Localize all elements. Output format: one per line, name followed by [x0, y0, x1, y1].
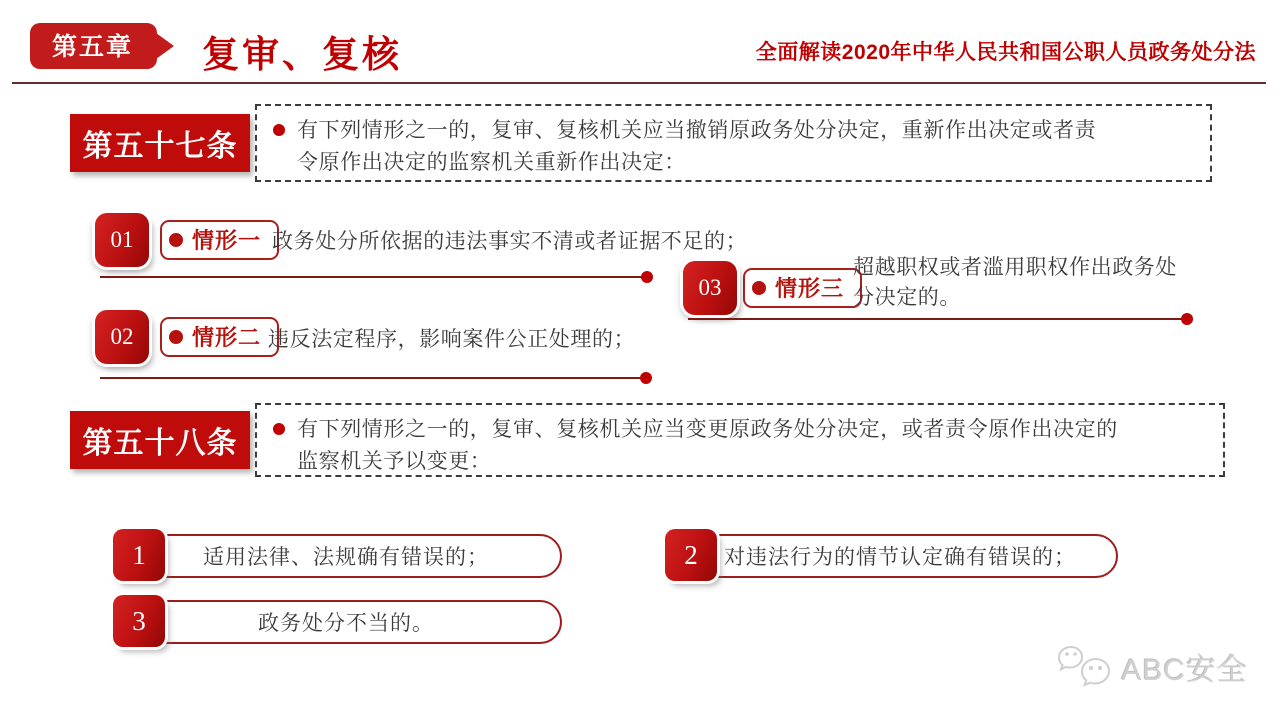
article-57-body: 有下列情形之一的，复审、复核机关应当撤销原政务处分决定，重新作出决定或者责令原作出决定的监察机关重新作出决定： [297, 119, 1097, 174]
item-1-pill [130, 534, 562, 578]
bullet-icon [169, 233, 183, 247]
bullet-icon [273, 423, 285, 435]
page-title: 复审、复核 [202, 34, 402, 75]
wechat-icon [1057, 644, 1113, 690]
item-2-pill [682, 534, 1118, 578]
scenario-1-number: 01 [95, 213, 149, 267]
item-2-text: 对违法行为的情节认定确有错误的； [724, 546, 1076, 569]
scenario-3-connector [688, 318, 1188, 320]
scenario-3-number: 03 [683, 261, 737, 315]
bullet-icon [273, 124, 285, 136]
article-58-box [255, 403, 1225, 477]
watermark [1057, 644, 1248, 690]
watermark-label: ABC安全 [1121, 654, 1248, 687]
bullet-icon [169, 330, 183, 344]
scenario-2-tag-label: 情形二 [192, 324, 262, 350]
article-57-heading: 第五十七条 [70, 114, 250, 172]
scenario-3-text: 超越职权或者滥用职权作出政务处分决定的。 [853, 256, 1177, 310]
item-1-number: 1 [113, 529, 165, 581]
item-3-number: 3 [113, 595, 165, 647]
scenario-3-tag-label: 情形三 [775, 275, 845, 301]
item-3-text: 政务处分不当的。 [258, 612, 434, 635]
item-1-text: 适用法律、法规确有错误的； [203, 546, 489, 569]
scenario-1-text: 政务处分所依据的违法事实不清或者证据不足的； [272, 230, 748, 253]
scenario-3-tag [743, 268, 862, 308]
bullet-icon [752, 281, 766, 295]
scenario-2-connector [100, 377, 647, 379]
scenario-1-tag [160, 220, 279, 260]
item-2-number: 2 [665, 529, 717, 581]
chapter-badge-label: 第五章 [52, 33, 134, 61]
article-58-heading: 第五十八条 [70, 411, 250, 469]
scenario-2-tag [160, 317, 279, 357]
scenario-1-connector [100, 276, 648, 278]
article-57-box [255, 104, 1212, 182]
scenario-1-tag-label: 情形一 [192, 227, 262, 253]
scenario-2-text: 违反法定程序，影响案件公正处理的； [268, 328, 636, 351]
header-slogan: 全面解读2020年中华人民共和国公职人员政务处分法 [755, 41, 1256, 64]
scenario-2-number: 02 [95, 310, 149, 364]
chapter-badge [30, 23, 157, 69]
item-3-pill [130, 600, 562, 644]
article-58-body: 有下列情形之一的，复审、复核机关应当变更原政务处分决定，或者责令原作出决定的监察机关予以变更： [297, 418, 1118, 473]
header-divider [12, 82, 1266, 84]
